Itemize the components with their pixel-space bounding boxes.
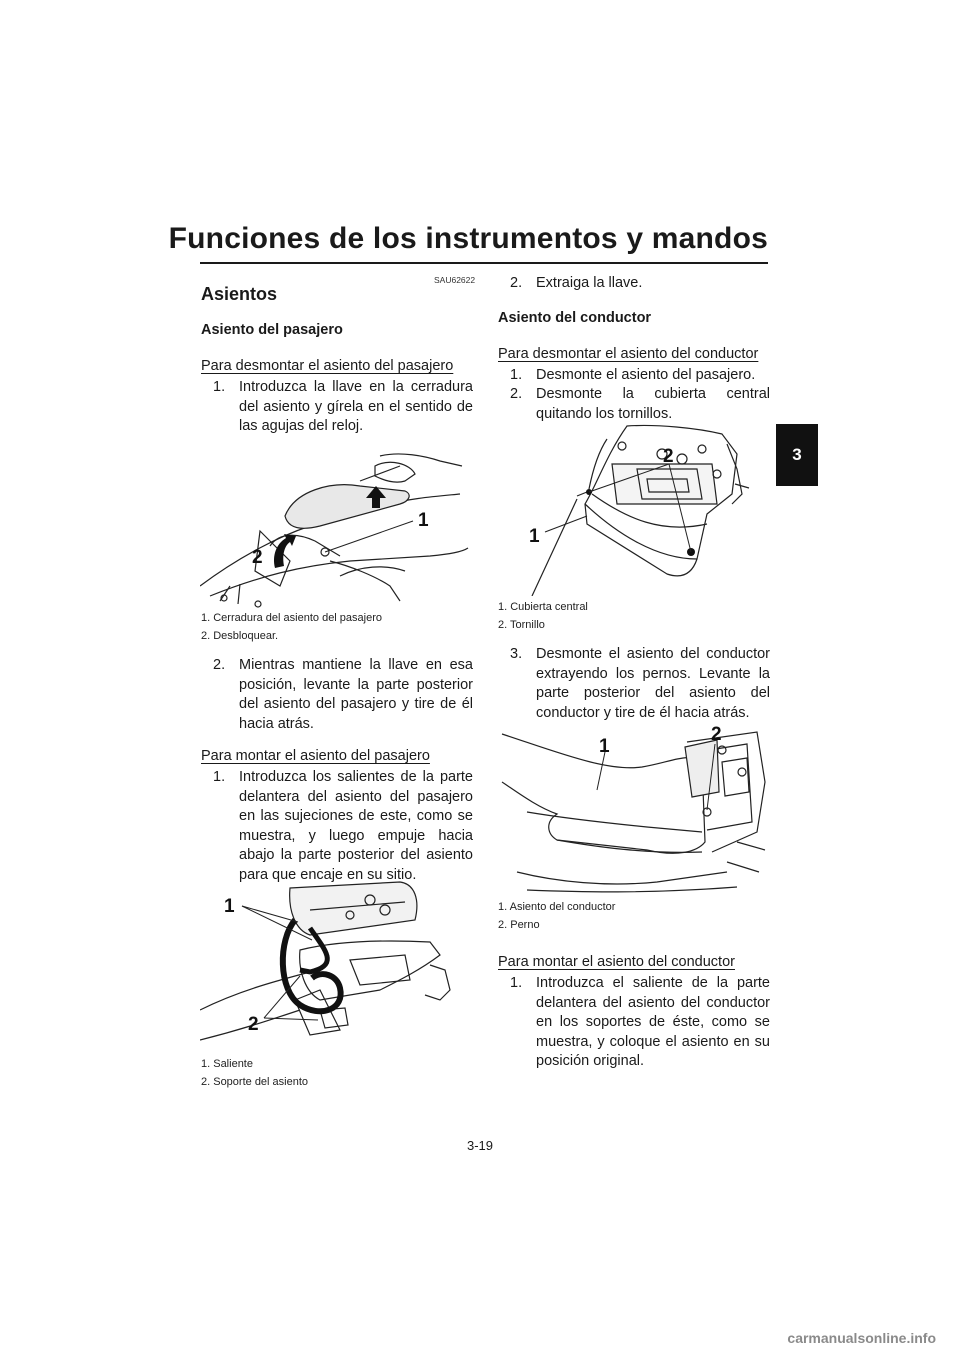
- rider-seat-heading: Asiento del conductor: [498, 310, 652, 326]
- step-number: 2.: [510, 275, 523, 291]
- fig2-caption-1: 1. Saliente: [201, 1058, 253, 1070]
- step-1: [510, 974, 770, 1072]
- remove-passenger-seat-heading: Para desmontar el asiento del pasajero: [201, 358, 454, 374]
- step-number: 2.: [213, 657, 226, 673]
- step-2: [213, 656, 473, 734]
- step-2: [510, 274, 770, 294]
- fig1-caption-2: 2. Desbloquear.: [201, 630, 279, 642]
- step-2: [510, 385, 770, 424]
- page-title: Funciones de los instrumentos y mandos: [168, 222, 768, 255]
- step-text: Extraiga la llave.: [536, 275, 643, 291]
- fig1-caption-1: 1. Cerradura del asiento del pasajero: [201, 612, 383, 624]
- fig4-caption-2: 2. Perno: [498, 919, 540, 931]
- section-title: Asientos: [201, 284, 278, 304]
- fig2-callout-2: 2: [248, 1014, 259, 1035]
- page-number: 3-19: [466, 1138, 494, 1153]
- step-3: [510, 645, 770, 723]
- step-number: 2.: [510, 386, 523, 402]
- figure-center-cover: [497, 424, 769, 596]
- step-text: Mientras mantiene la llave en esa posición, levante la parte posterior del asiento del pasajero y tire de él hacia atrás.: [239, 657, 473, 732]
- step-1: [213, 768, 473, 886]
- step-1: [213, 378, 473, 437]
- step-text: Introduzca los salientes de la parte delantera del asiento del pasajero en las sujeciones de este, como se muestra, y luego empuje hacia abajo la parte posterior del asiento para que encaje en su sitio.: [239, 769, 473, 883]
- step-number: 1.: [510, 367, 523, 383]
- step-text: Desmonte el asiento del pasajero.: [536, 367, 756, 383]
- fig1-callout-1: 1: [418, 510, 429, 531]
- fig3-caption-1: 1. Cubierta central: [498, 601, 588, 613]
- step-1: [510, 366, 770, 386]
- step-text: Desmonte el asiento del conductor extrayendo los pernos. Levante la parte posterior del asiento del conductor y tire de él hacia atrás.: [536, 646, 770, 721]
- fig2-callout-1: 1: [224, 896, 235, 917]
- watermark: carmanualsonline.info: [787, 1330, 936, 1346]
- install-passenger-seat-heading: Para montar el asiento del pasajero: [201, 748, 430, 764]
- step-text: Desmonte la cubierta central quitando los tornillos.: [536, 386, 770, 422]
- step-number: 1.: [213, 379, 226, 395]
- fig3-callout-2: 2: [663, 446, 674, 467]
- section-code: SAU62622: [434, 275, 476, 285]
- passenger-seat-heading: Asiento del pasajero: [201, 322, 343, 338]
- step-text: Introduzca el saliente de la parte delantera del asiento del conductor en los soportes de éste, como se muestra, y coloque el asiento en su posición original.: [536, 975, 770, 1070]
- fig2-caption-2: 2. Soporte del asiento: [201, 1076, 309, 1088]
- install-rider-seat-heading: Para montar el asiento del conductor: [498, 954, 735, 970]
- fig4-caption-1: 1. Asiento del conductor: [498, 901, 616, 913]
- step-number: 1.: [213, 769, 226, 785]
- title-rule: [200, 262, 768, 264]
- chapter-tab[interactable]: 3: [776, 424, 818, 486]
- step-number: 3.: [510, 646, 523, 662]
- step-number: 1.: [510, 975, 523, 991]
- fig4-callout-2: 2: [711, 724, 722, 745]
- fig1-callout-2: 2: [252, 547, 263, 568]
- fig3-caption-2: 2. Tornillo: [498, 619, 545, 631]
- step-text: Introduzca la llave en la cerradura del asiento y gírela en el sentido de las agujas del reloj.: [239, 379, 473, 435]
- figure-passenger-seat-install: [200, 880, 470, 1052]
- remove-rider-seat-heading: Para desmontar el asiento del conductor: [498, 346, 759, 362]
- figure-rider-seat: [497, 722, 769, 896]
- figure-passenger-seat-lock: [200, 436, 470, 608]
- fig4-callout-1: 1: [599, 736, 610, 757]
- fig3-callout-1: 1: [529, 526, 540, 547]
